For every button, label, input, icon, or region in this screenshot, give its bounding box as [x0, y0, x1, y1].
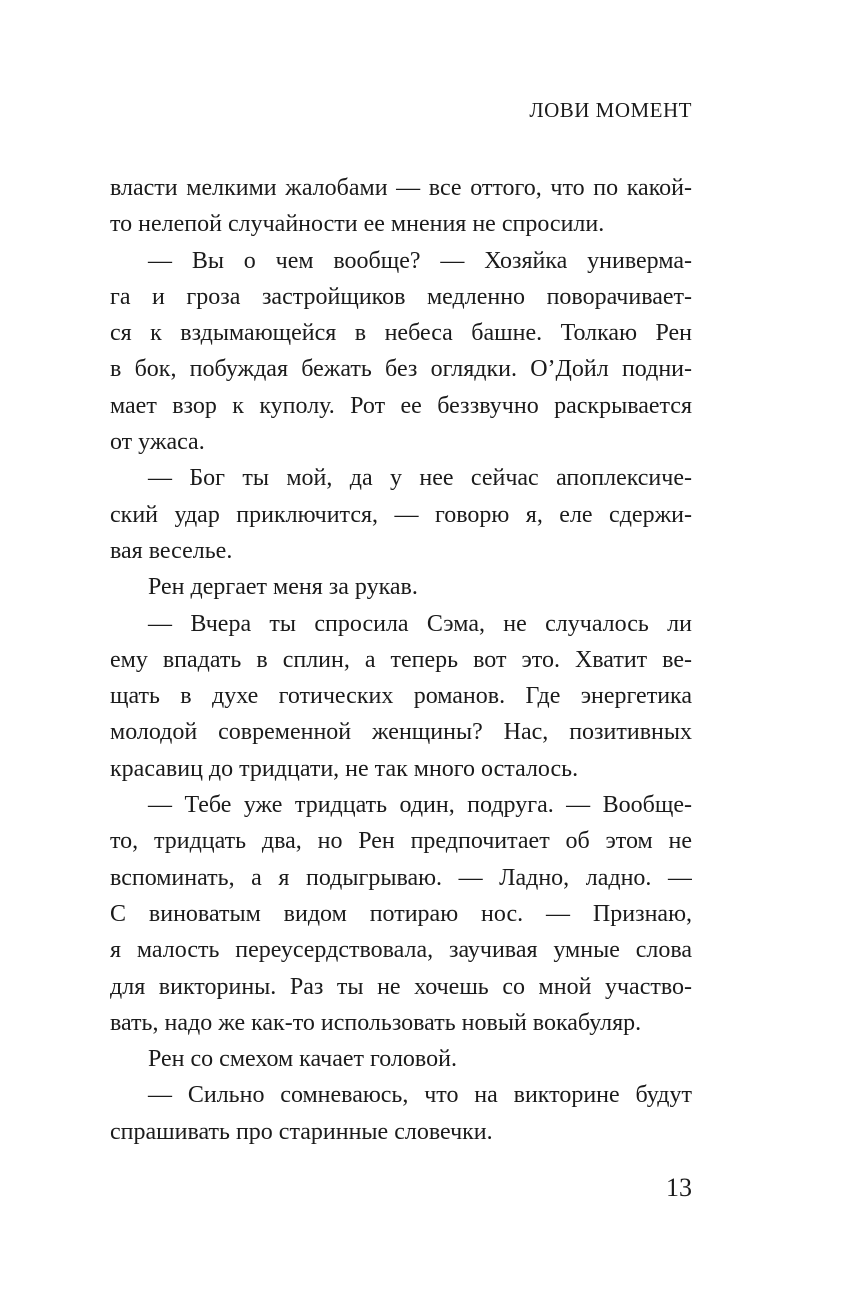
text-line: власти мелкими жалобами — все оттого, что по какой- — [110, 175, 692, 201]
text-line: га и гроза застройщиков медленно поворачивает- — [110, 283, 692, 310]
text-line: красавиц до тридцати, не так много осталось. — [110, 755, 579, 782]
text-line: — Сильно сомневаюсь, что на викторине будут — [148, 1082, 692, 1109]
text-line: вая веселье. — [110, 537, 233, 564]
text-line: мает взор к куполу. Рот ее беззвучно раскрывается — [110, 392, 692, 419]
text-line: С виноватым видом потираю нос. — Признаю, — [110, 900, 692, 927]
text-line: — Вчера ты спросила Сэма, не случалось ли — [148, 610, 692, 637]
text-line: то нелепой случайности ее мнения не спросили. — [110, 211, 605, 238]
text-line: вать, надо же как-то использовать новый вокабуляр. — [110, 1009, 642, 1036]
text-line: ский удар приключится, — говорю я, еле сдержи- — [110, 501, 692, 528]
text-line: ему впадать в сплин, а теперь вот это. Хватит ве- — [110, 646, 692, 673]
text-line: в бок, побуждая бежать без оглядки. О’Дойл подни- — [110, 356, 692, 383]
body-text — [110, 170, 692, 1150]
text-line: Рен дергает меня за рукав. — [148, 574, 418, 601]
running-head: ЛОВИ МОМЕНТ — [529, 98, 692, 122]
text-line: — Тебе уже тридцать один, подруга. — Вообще- — [148, 792, 692, 819]
text-line: щать в духе готических романов. Где энергетика — [110, 683, 692, 710]
text-line: то, тридцать два, но Рен предпочитает об этом не — [110, 828, 692, 855]
text-line: вспоминать, а я подыгрываю. — Ладно, ладно. — — [110, 864, 692, 891]
text-line: я малость переусердствовала, заучивая умные слова — [110, 937, 692, 964]
text-line: ся к вздымающейся в небеса башне. Толкаю Рен — [110, 320, 692, 347]
text-line: молодой современной женщины? Нас, позитивных — [110, 719, 692, 746]
text-line: спрашивать про старинные словечки. — [110, 1118, 493, 1145]
text-line: — Бог ты мой, да у нее сейчас апоплексиче- — [148, 465, 692, 492]
page-number: 13 — [666, 1173, 692, 1202]
text-line: от ужаса. — [110, 429, 205, 456]
text-line: для викторины. Раз ты не хочешь со мной участво- — [110, 973, 692, 1000]
text-line: — Вы о чем вообще? — Хозяйка универма- — [148, 247, 692, 274]
text-line: Рен со смехом качает головой. — [148, 1046, 457, 1073]
